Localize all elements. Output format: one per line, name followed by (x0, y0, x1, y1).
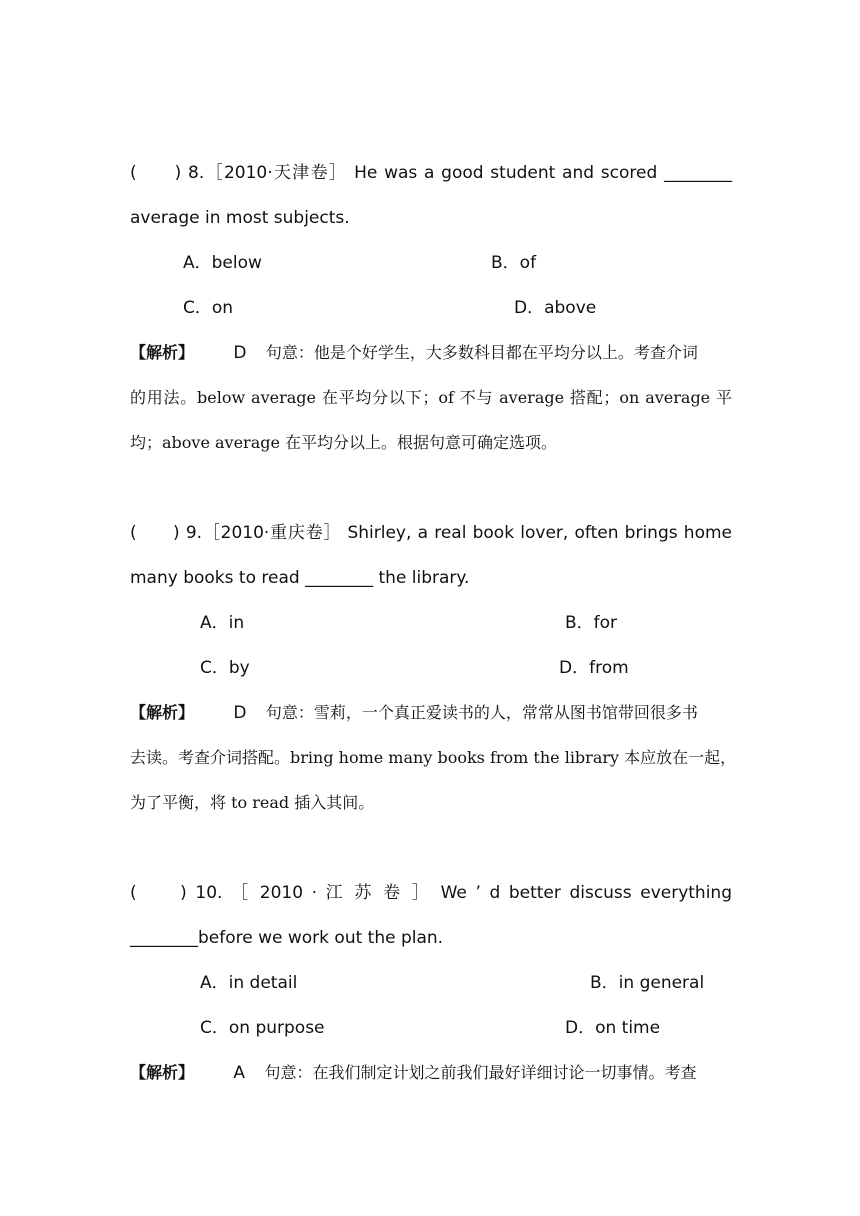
analysis-tag: 【解析】 (130, 343, 195, 362)
question-10-option-c: C．on purpose (200, 1018, 325, 1038)
analysis-text: 句意：雪莉，一个真正爱读书的人，常常从图书馆带回很多书 (265, 703, 698, 722)
question-9-analysis-line-1 (130, 702, 698, 724)
question-10-stem-line-1: ( ) 10. ［ 2010 · 江 苏 卷 ］ We ’ d better discuss everything (130, 883, 732, 903)
question-9-analysis-line-2: 去读。考查介词搭配。bring home many books from the library 本应放在一起， (130, 748, 737, 767)
question-9-option-b: B．for (565, 613, 618, 633)
question-9-stem-line-2: many books to read ________ the library. (130, 568, 470, 588)
question-8-stem-line-2: average in most subjects. (130, 208, 350, 228)
question-10-option-b: B．in general (590, 973, 705, 993)
analysis-tag: 【解析】 (130, 703, 195, 722)
question-8-option-c: C．on (183, 298, 234, 318)
answer-letter: A (233, 1063, 246, 1083)
question-8-analysis-line-1 (130, 342, 698, 364)
question-8-option-d: D．above (514, 298, 597, 318)
question-8-option-b: B．of (491, 253, 537, 273)
question-10-stem-line-2: ________before we work out the plan. (130, 928, 444, 948)
answer-letter: D (233, 343, 247, 363)
question-9-analysis-line-3: 为了平衡，将 to read 插入其间。 (130, 793, 375, 812)
question-9-option-d: D．from (559, 658, 629, 678)
question-8-analysis-line-3: 均；above average 在平均分以上。根据句意可确定选项。 (130, 433, 558, 452)
question-9-option-a: A．in (200, 613, 245, 633)
question-8-analysis-line-2: 的用法。below average 在平均分以下；of 不与 average 搭配；on average 平 (130, 388, 732, 407)
question-8-stem-line-1: ( ) 8.［2010·天津卷］ He was a good student and scored ________ (130, 163, 732, 183)
analysis-text: 句意：他是个好学生，大多数科目都在平均分以上。考查介词 (265, 343, 698, 362)
answer-letter: D (233, 703, 247, 723)
question-9-stem-line-1: ( ) 9.［2010·重庆卷］ Shirley, a real book lover, often brings home (130, 523, 732, 543)
question-10-analysis-line-1 (130, 1062, 696, 1084)
analysis-text: 句意：在我们制定计划之前我们最好详细讨论一切事情。考查 (264, 1063, 697, 1082)
question-10-option-a: A．in detail (200, 973, 298, 993)
question-8-option-a: A．below (183, 253, 262, 273)
question-9-option-c: C．by (200, 658, 250, 678)
analysis-tag: 【解析】 (130, 1063, 195, 1082)
question-10-option-d: D．on time (565, 1018, 661, 1038)
